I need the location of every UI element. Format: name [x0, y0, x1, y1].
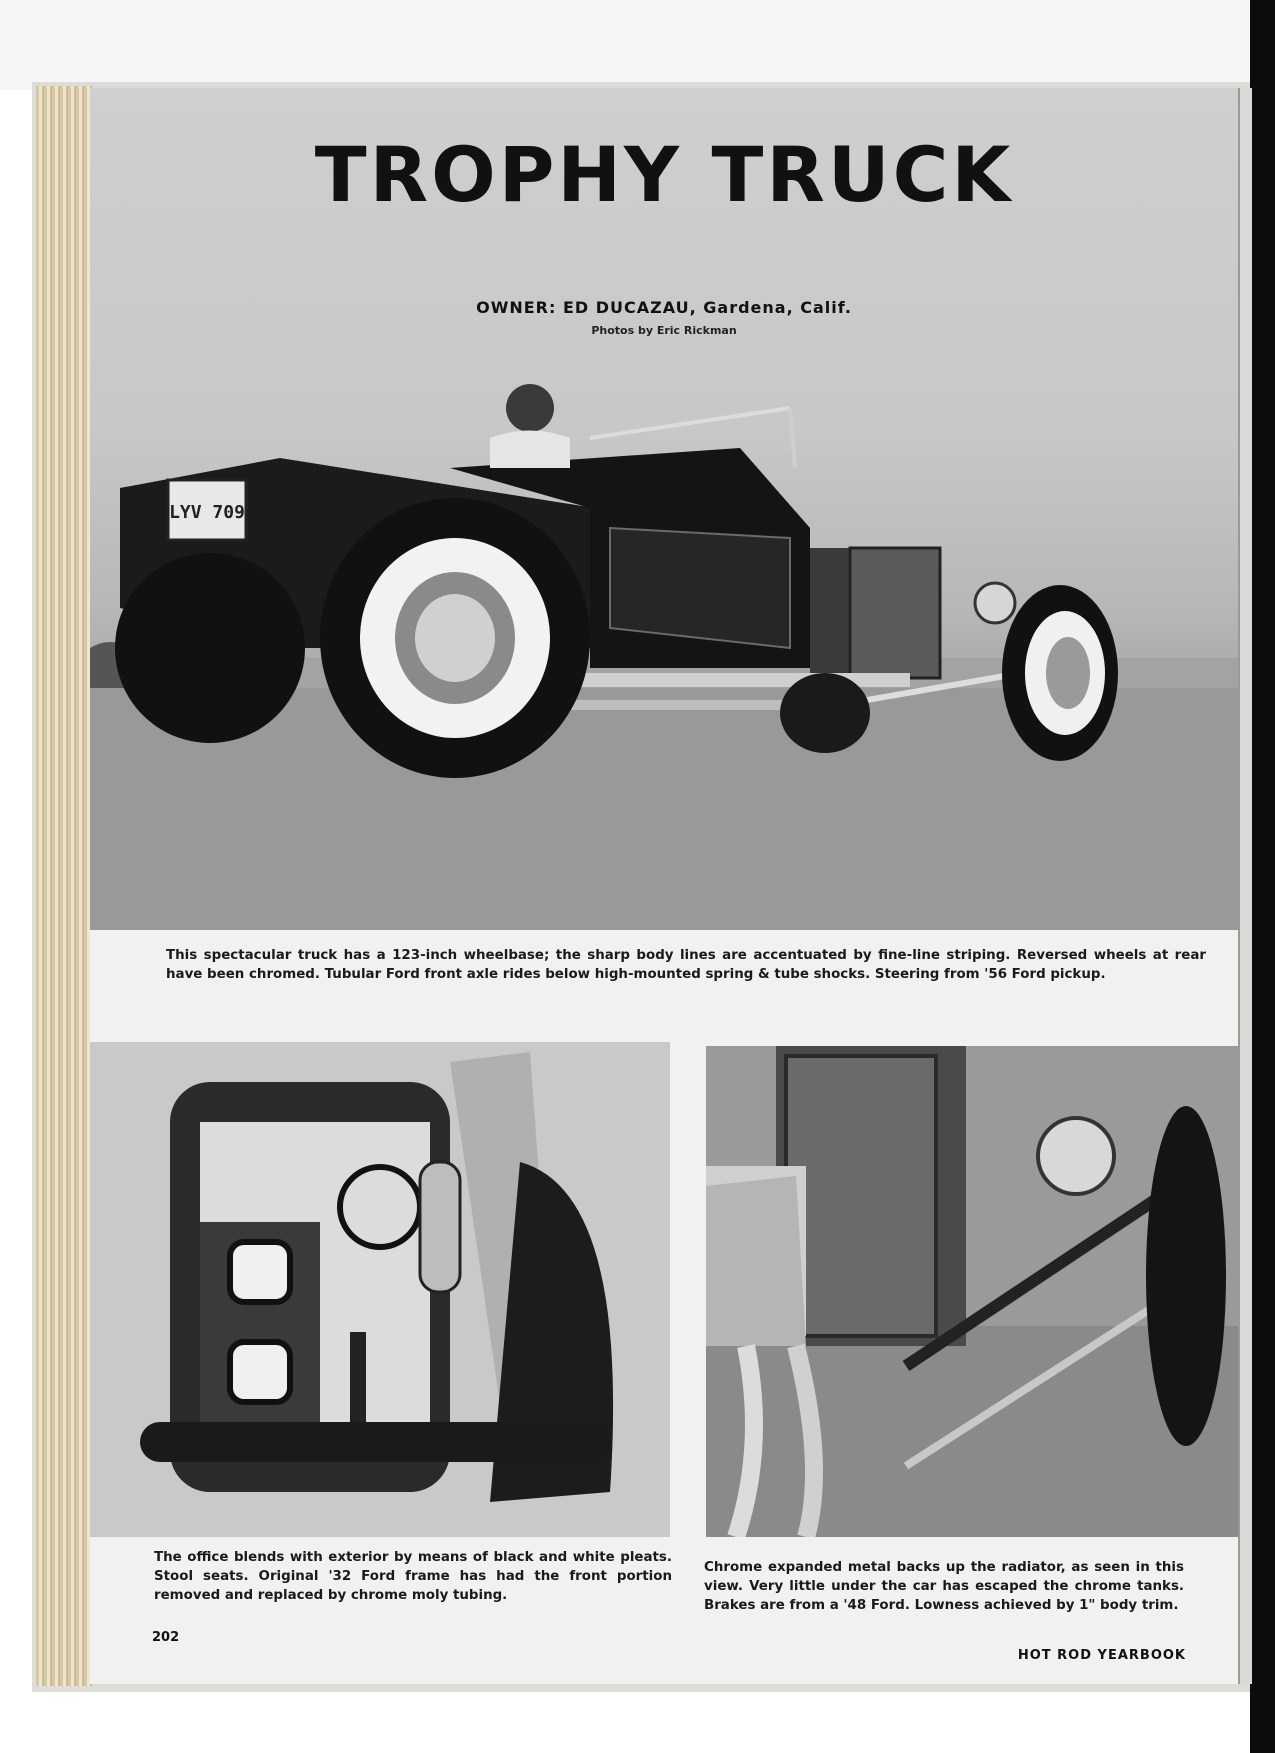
interior-caption: The office blends with exterior by means of black and white pleats. Stool seats. Original '32 Ford frame has had the front portion removed and replaced by chrome moly tubing. — [154, 1550, 672, 1603]
scanner-edge — [1250, 0, 1275, 1753]
main-photo-caption: This spectacular truck has a 123-inch wheelbase; the sharp body lines are accentuated by fine-line striping. Reversed wheels at rear have been chromed. Tubular Ford front axle rides below high-mounted spring & tube shocks. Steering from '56 Ford pickup. — [166, 948, 1206, 982]
article-title: TROPHY TRUCK — [314, 130, 1014, 219]
license-plate: LYV 709 — [169, 502, 245, 523]
adjacent-page-edge — [1238, 88, 1252, 1684]
scan-background — [0, 0, 1250, 90]
page-number: 202 — [152, 1630, 180, 1645]
interior-illustration — [90, 1042, 670, 1537]
engine-caption: Chrome expanded metal backs up the radiator, as seen in this view. Very little under the car has escaped the chrome tanks. Brakes are from a '48 Ford. Lowness achieved by 1" body trim. — [704, 1560, 1184, 1613]
engine-photo — [706, 1046, 1238, 1537]
hero-photo-truck — [90, 88, 1238, 930]
owner-line: OWNER: ED DUCAZAU, Gardena, Calif. — [476, 298, 852, 317]
page-edges — [36, 86, 92, 1686]
photo-credit: Photos by Eric Rickman — [591, 324, 737, 337]
engine-illustration — [706, 1046, 1238, 1537]
publication-name: HOT ROD YEARBOOK — [1017, 1648, 1186, 1663]
interior-photo — [90, 1042, 670, 1537]
magazine-page — [90, 88, 1238, 1684]
